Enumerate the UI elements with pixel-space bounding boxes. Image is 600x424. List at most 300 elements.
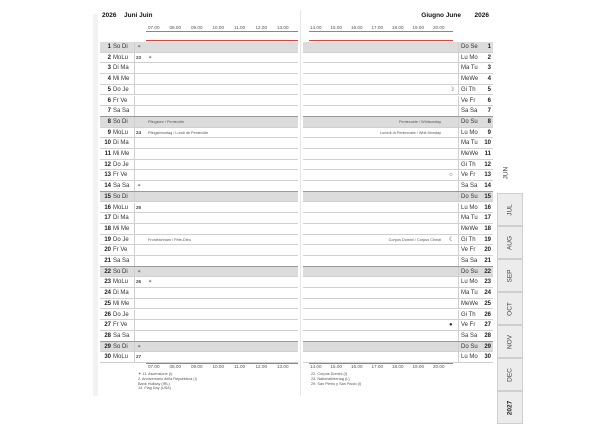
day-row-right[interactable] xyxy=(303,235,493,246)
day-number: 8 xyxy=(107,118,111,125)
footnote-line: 29. San Pietro y San Paolo (I) xyxy=(311,381,362,386)
left-months: Juni Juin xyxy=(124,12,153,19)
day-number: 4 xyxy=(107,76,111,83)
day-name: Di Ma xyxy=(113,290,129,297)
timeline-top xyxy=(146,31,298,32)
column-divider xyxy=(458,160,459,170)
column-divider xyxy=(458,352,459,362)
day-row-left[interactable] xyxy=(100,96,298,107)
day-name: Gi Th xyxy=(461,236,476,243)
day-name: So Di xyxy=(113,118,128,125)
day-number: 14 xyxy=(484,183,491,190)
column-divider xyxy=(134,310,135,320)
day-row-right[interactable] xyxy=(303,310,493,321)
holiday-star-icon: ✶ xyxy=(148,279,153,286)
column-divider xyxy=(458,96,459,106)
month-tab-nov[interactable] xyxy=(497,325,523,358)
hour-label: 18.00 xyxy=(392,364,404,369)
day-row-left[interactable] xyxy=(100,181,298,192)
day-number: 13 xyxy=(484,172,491,179)
day-row-right[interactable] xyxy=(303,85,493,96)
day-name: So Di xyxy=(113,268,128,275)
holiday-footnotes-right xyxy=(311,372,361,386)
column-divider xyxy=(458,149,459,159)
day-name: MoLu xyxy=(113,54,129,61)
week-number: 24 xyxy=(136,129,142,135)
day-row-right[interactable] xyxy=(303,213,493,224)
column-divider xyxy=(134,320,135,330)
column-divider xyxy=(458,331,459,341)
day-row-right[interactable] xyxy=(303,181,493,192)
day-name: MeWe xyxy=(461,300,479,307)
day-name: Mi Me xyxy=(113,300,130,307)
day-number: 20 xyxy=(484,247,491,254)
column-divider xyxy=(134,267,135,277)
hour-label: 09.00 xyxy=(191,25,203,30)
month-tab-dec[interactable] xyxy=(497,358,523,391)
hour-label: 13.00 xyxy=(277,25,289,30)
column-divider xyxy=(458,138,459,148)
hour-label: 08.00 xyxy=(169,25,181,30)
day-name: Sa Sa xyxy=(113,258,130,264)
week-number: 23 xyxy=(136,54,142,60)
day-row-left[interactable] xyxy=(100,170,298,181)
day-row-left[interactable] xyxy=(100,320,298,331)
footnote-line: 22. Corpus Domini (I) xyxy=(311,372,348,376)
month-tab-label: JUL xyxy=(506,203,514,216)
moon-phase-icon: ○ xyxy=(449,172,453,179)
holiday-star-icon: ✶ xyxy=(148,54,153,61)
red-guideline-top xyxy=(146,40,298,41)
day-number: 19 xyxy=(484,236,491,243)
column-divider xyxy=(458,288,459,298)
hour-label: 07.00 xyxy=(148,364,160,369)
day-number: 15 xyxy=(104,193,111,200)
day-number: 23 xyxy=(484,279,491,286)
moon-phase-icon: ☽ xyxy=(449,86,455,93)
day-name: Mi Me xyxy=(113,76,130,83)
day-number: 4 xyxy=(487,76,491,83)
footnote-line: ✶ 11. Ascensione (I) xyxy=(138,372,173,376)
column-divider xyxy=(134,288,135,298)
week-number: 27 xyxy=(136,354,142,360)
column-divider xyxy=(458,170,459,180)
hour-label: 07.00 xyxy=(148,25,160,30)
day-row-right[interactable] xyxy=(303,96,493,107)
day-row-left[interactable] xyxy=(100,267,298,278)
column-divider xyxy=(134,170,135,180)
day-name: So Di xyxy=(113,343,128,350)
day-number: 25 xyxy=(484,300,491,307)
day-name: MeWe xyxy=(461,76,479,83)
day-name: Fr Ve xyxy=(113,247,128,254)
day-name: Do Su xyxy=(461,343,478,350)
moon-phase-icon: ☾ xyxy=(449,236,455,243)
hour-label: 20.00 xyxy=(433,364,445,369)
day-row-left[interactable] xyxy=(100,288,298,299)
day-number: 28 xyxy=(104,332,111,339)
column-divider xyxy=(134,203,135,213)
day-number: 21 xyxy=(104,258,111,264)
hour-label: 19.00 xyxy=(412,25,424,30)
day-number: 22 xyxy=(104,268,111,275)
day-number: 9 xyxy=(487,129,491,136)
column-divider xyxy=(458,63,459,73)
day-row-right[interactable] xyxy=(303,128,493,139)
holiday-label: Corpus Domini / Corpus Christi xyxy=(388,237,441,242)
holiday-label: Fronleichnam / Fête-Dieu xyxy=(148,237,191,242)
day-row-left[interactable] xyxy=(100,160,298,171)
day-number: 1 xyxy=(107,44,111,50)
day-row-right[interactable] xyxy=(303,53,493,64)
month-tab-jun[interactable] xyxy=(493,156,519,189)
day-name: Di Ma xyxy=(113,140,129,147)
holiday-star-icon: ✶ xyxy=(137,44,142,50)
month-tab-sep[interactable] xyxy=(497,259,523,292)
column-divider xyxy=(458,277,459,287)
day-name: Sa Sa xyxy=(113,108,130,115)
column-divider xyxy=(134,256,135,266)
day-name: Fr Ve xyxy=(113,97,128,104)
day-row-right[interactable] xyxy=(303,224,493,235)
day-name: Di Ma xyxy=(113,65,129,72)
day-row-left[interactable] xyxy=(100,310,298,321)
day-row-right[interactable] xyxy=(303,106,493,117)
day-row-right[interactable] xyxy=(303,74,493,85)
column-divider xyxy=(458,128,459,138)
column-divider xyxy=(458,74,459,84)
hour-label: 12.00 xyxy=(255,364,267,369)
month-tabs xyxy=(497,160,525,415)
day-row-left[interactable] xyxy=(100,342,298,353)
day-row-left[interactable] xyxy=(100,128,298,139)
holiday-label: Pfingstmontag / Lundi de Pentecôte xyxy=(148,130,209,135)
day-row-right[interactable] xyxy=(303,149,493,160)
day-name: Ma Tu xyxy=(461,140,478,147)
day-row-right[interactable] xyxy=(303,342,493,353)
day-number: 17 xyxy=(104,215,111,222)
column-divider xyxy=(134,42,135,52)
hour-label: 14.00 xyxy=(310,25,322,30)
day-number: 19 xyxy=(104,236,111,243)
day-row-left[interactable] xyxy=(100,106,298,117)
day-name: Sa Sa xyxy=(461,108,478,115)
footnote-line: 2. Anniversario della Repubblica (I) xyxy=(138,376,197,381)
hour-label: 15.00 xyxy=(330,25,342,30)
day-row-left[interactable] xyxy=(100,213,298,224)
day-name: Lu Mo xyxy=(461,279,478,286)
day-row-right[interactable] xyxy=(303,192,493,203)
day-name: MoLu xyxy=(113,354,129,361)
day-name: Di Ma xyxy=(113,215,129,222)
day-number: 10 xyxy=(484,140,491,147)
day-name: Gi Th xyxy=(461,86,476,93)
column-divider xyxy=(134,181,135,191)
column-divider xyxy=(134,352,135,362)
day-number: 8 xyxy=(487,118,491,125)
column-divider xyxy=(458,181,459,191)
day-number: 21 xyxy=(484,258,491,264)
day-row-right[interactable] xyxy=(303,299,493,310)
day-number: 5 xyxy=(107,86,111,93)
day-number: 27 xyxy=(104,322,111,329)
day-row-right[interactable] xyxy=(303,203,493,214)
day-number: 18 xyxy=(104,225,111,232)
column-divider xyxy=(458,203,459,213)
day-row-right[interactable] xyxy=(303,138,493,149)
day-number: 29 xyxy=(484,343,491,350)
holiday-label: Pfingsten / Pentecôte xyxy=(148,119,185,124)
hour-label: 16.00 xyxy=(351,25,363,30)
day-name: Gi Th xyxy=(461,161,476,168)
day-row-left[interactable] xyxy=(100,85,298,96)
day-number: 11 xyxy=(104,151,111,157)
day-name: Mi Me xyxy=(113,151,130,157)
hour-label: 18.00 xyxy=(392,25,404,30)
column-divider xyxy=(134,235,135,245)
day-row-right[interactable] xyxy=(303,267,493,278)
day-name: Do Je xyxy=(113,236,129,243)
hour-scale-bottom-right xyxy=(301,364,497,370)
day-number: 27 xyxy=(484,322,491,329)
hour-label: 20.00 xyxy=(433,25,445,30)
column-divider xyxy=(458,299,459,309)
hour-label: 17.00 xyxy=(371,25,383,30)
day-row-right[interactable] xyxy=(303,63,493,74)
column-divider xyxy=(458,267,459,277)
day-number: 10 xyxy=(104,140,111,147)
column-divider xyxy=(134,96,135,106)
day-row-right[interactable] xyxy=(303,256,493,267)
red-guideline-top-right xyxy=(309,40,453,41)
day-number: 16 xyxy=(104,204,111,211)
day-name: Do Je xyxy=(113,311,129,318)
hour-label: 15.00 xyxy=(330,364,342,369)
day-row-left[interactable] xyxy=(100,235,298,246)
day-name: MoLu xyxy=(113,279,129,286)
column-divider xyxy=(458,85,459,95)
day-row-left[interactable] xyxy=(100,192,298,203)
moon-phase-icon: ● xyxy=(449,322,453,329)
right-year: 2026 xyxy=(474,12,489,19)
column-divider xyxy=(458,245,459,255)
column-divider xyxy=(458,213,459,223)
day-number: 30 xyxy=(484,354,491,361)
day-row-right[interactable] xyxy=(303,288,493,299)
day-name: MeWe xyxy=(461,151,479,157)
day-name: Sa Sa xyxy=(461,183,478,190)
day-number: 24 xyxy=(104,290,111,297)
day-name: Sa Sa xyxy=(113,183,130,190)
day-name: Do Je xyxy=(113,86,129,93)
day-row-left[interactable] xyxy=(100,331,298,342)
column-divider xyxy=(458,224,459,234)
day-row-right[interactable] xyxy=(303,160,493,171)
day-name: Ve Fr xyxy=(461,247,476,254)
hour-label: 14.00 xyxy=(310,364,322,369)
column-divider xyxy=(134,342,135,352)
day-number: 1 xyxy=(487,44,491,50)
hour-label: 12.00 xyxy=(255,25,267,30)
day-row-left[interactable] xyxy=(100,42,298,53)
day-row-left[interactable] xyxy=(100,138,298,149)
hour-label: 10.00 xyxy=(212,25,224,30)
day-name: Sa Sa xyxy=(461,332,478,339)
day-number: 6 xyxy=(107,97,111,104)
column-divider xyxy=(134,299,135,309)
column-divider xyxy=(134,74,135,84)
day-row-left[interactable] xyxy=(100,277,298,288)
hour-label: 17.00 xyxy=(371,364,383,369)
day-name: Lu Mo xyxy=(461,354,478,361)
column-divider xyxy=(458,342,459,352)
day-row-left[interactable] xyxy=(100,149,298,160)
month-tab-label: AUG xyxy=(506,235,514,250)
column-divider xyxy=(134,128,135,138)
day-name: MoLu xyxy=(113,129,129,136)
day-row-right[interactable] xyxy=(303,42,493,53)
timeline-top-right xyxy=(309,31,453,32)
day-row-left[interactable] xyxy=(100,117,298,128)
day-name: Lu Mo xyxy=(461,204,478,211)
hour-label: 19.00 xyxy=(412,364,424,369)
day-name: Gi Th xyxy=(461,311,476,318)
month-tab-label: NOV xyxy=(506,334,514,349)
hour-label: 10.00 xyxy=(212,364,224,369)
day-row-right[interactable] xyxy=(303,170,493,181)
day-number: 30 xyxy=(104,354,111,361)
day-name: Sa Sa xyxy=(113,332,130,339)
month-tab-label: DEC xyxy=(506,367,514,382)
day-number: 13 xyxy=(104,172,111,179)
column-divider xyxy=(134,192,135,202)
hour-label: 16.00 xyxy=(351,364,363,369)
day-number: 26 xyxy=(104,311,111,318)
day-row-left[interactable] xyxy=(100,53,298,64)
month-tab-label: SEP xyxy=(506,268,514,283)
column-divider xyxy=(458,256,459,266)
column-divider xyxy=(134,224,135,234)
hour-scale-bottom xyxy=(98,364,300,370)
day-number: 14 xyxy=(104,183,111,190)
day-name: MoLu xyxy=(113,204,129,211)
column-divider xyxy=(458,106,459,116)
day-row-left[interactable] xyxy=(100,63,298,74)
day-row-left[interactable] xyxy=(100,224,298,235)
day-row-left[interactable] xyxy=(100,352,298,363)
day-name: Do Je xyxy=(113,161,129,168)
column-divider xyxy=(134,149,135,159)
column-divider xyxy=(458,235,459,245)
day-row-left[interactable] xyxy=(100,245,298,256)
day-row-left[interactable] xyxy=(100,203,298,214)
day-row-left[interactable] xyxy=(100,256,298,267)
footnote-line: 23. Nationalfeiertag (L) xyxy=(311,376,350,381)
day-row-right[interactable] xyxy=(303,117,493,128)
day-name: Ma Tu xyxy=(461,65,478,72)
day-name: Fr Ve xyxy=(113,172,128,179)
day-number: 2 xyxy=(107,54,111,61)
holiday-star-icon: ✶ xyxy=(137,343,142,350)
day-name: Do Se xyxy=(461,44,478,50)
footnote-line: Bank Holiday (IRL) xyxy=(138,381,170,386)
day-name: Mi Me xyxy=(113,225,130,232)
right-months: Giugno June xyxy=(421,12,461,19)
day-number: 28 xyxy=(484,332,491,339)
hour-label: 08.00 xyxy=(169,364,181,369)
day-name: Ve Fr xyxy=(461,172,476,179)
day-number: 17 xyxy=(484,215,491,222)
holiday-star-icon: ✶ xyxy=(137,268,142,275)
column-divider xyxy=(134,53,135,63)
month-tab-aug[interactable] xyxy=(497,226,523,259)
day-number: 12 xyxy=(484,161,491,168)
day-row-left[interactable] xyxy=(100,299,298,310)
day-number: 16 xyxy=(484,204,491,211)
column-divider xyxy=(134,160,135,170)
day-number: 7 xyxy=(107,108,111,115)
column-divider xyxy=(458,310,459,320)
hour-label: 09.00 xyxy=(191,364,203,369)
day-name: Lu Mo xyxy=(461,54,478,61)
day-name: Lu Mo xyxy=(461,129,478,136)
week-number: 25 xyxy=(136,204,142,210)
day-number: 18 xyxy=(484,225,491,232)
month-tab-label: OCT xyxy=(506,301,514,316)
day-number: 24 xyxy=(484,290,491,297)
day-row-right[interactable] xyxy=(303,245,493,256)
day-name: Ma Tu xyxy=(461,215,478,222)
column-divider xyxy=(134,138,135,148)
day-number: 29 xyxy=(104,343,111,350)
day-name: Do Su xyxy=(461,118,478,125)
day-number: 3 xyxy=(107,65,111,72)
day-number: 23 xyxy=(104,279,111,286)
column-divider xyxy=(458,117,459,127)
column-divider xyxy=(134,277,135,287)
day-name: Do Su xyxy=(461,193,478,200)
day-name: Ve Fr xyxy=(461,322,476,329)
column-divider xyxy=(134,245,135,255)
day-name: Ve Fr xyxy=(461,97,476,104)
day-name: Do Su xyxy=(461,268,478,275)
day-name: Fr Ve xyxy=(113,322,128,329)
day-number: 7 xyxy=(487,108,491,115)
right-page xyxy=(301,10,497,396)
day-number: 9 xyxy=(107,129,111,136)
day-row-left[interactable] xyxy=(100,74,298,85)
month-tab-oct[interactable] xyxy=(497,292,523,325)
day-row-right[interactable] xyxy=(303,277,493,288)
day-number: 22 xyxy=(484,268,491,275)
day-row-right[interactable] xyxy=(303,352,493,363)
column-divider xyxy=(134,213,135,223)
month-tab-jul[interactable] xyxy=(497,193,523,226)
day-row-right[interactable] xyxy=(303,331,493,342)
day-number: 20 xyxy=(104,247,111,254)
column-divider xyxy=(458,320,459,330)
day-name: Sa Sa xyxy=(461,258,478,264)
column-divider xyxy=(458,42,459,52)
column-divider xyxy=(134,331,135,341)
month-tab-2027[interactable] xyxy=(497,391,523,424)
column-divider xyxy=(458,192,459,202)
holiday-label: Pentecoste / Whitsunday xyxy=(399,119,441,124)
day-name: So Di xyxy=(113,193,128,200)
hour-label: 11.00 xyxy=(234,25,246,30)
day-row-right[interactable] xyxy=(303,320,493,331)
day-name: Ma Tu xyxy=(461,290,478,297)
